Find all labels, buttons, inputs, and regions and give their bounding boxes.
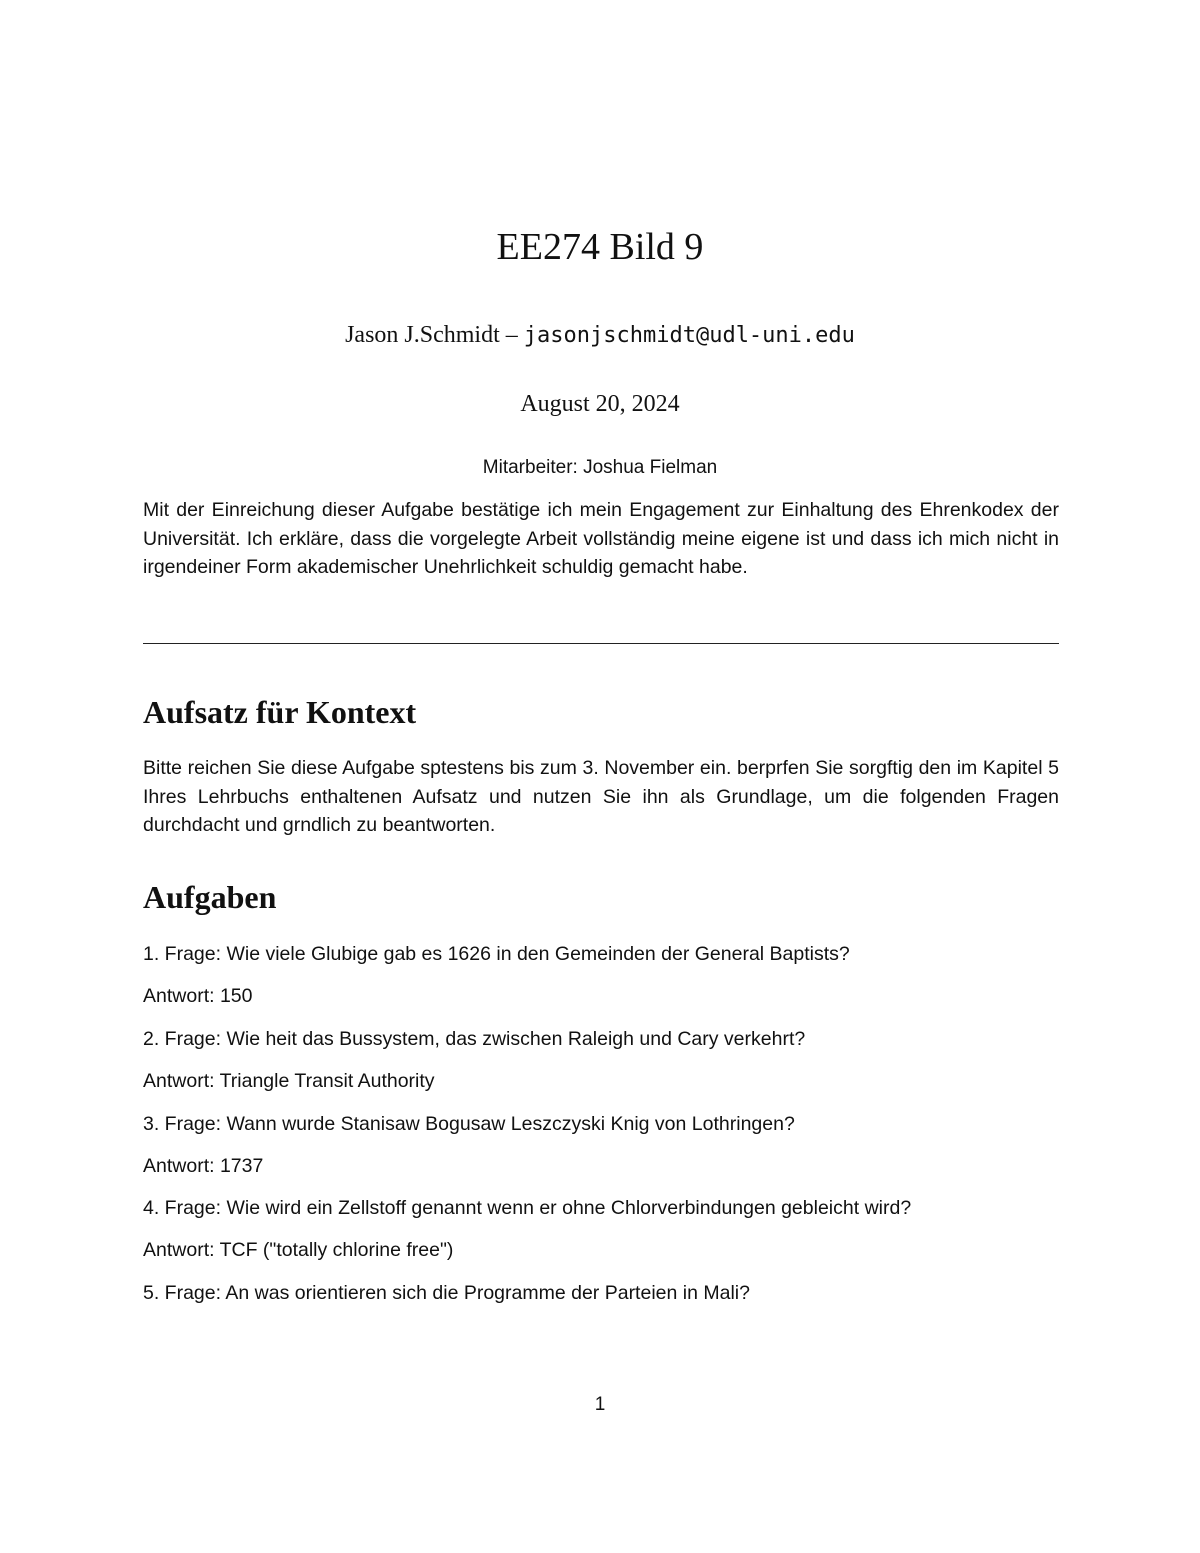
document-date: August 20, 2024 xyxy=(520,391,680,417)
question-3: 3. Frage: Wann wurde Stanisaw Bogusaw Leszczyski Knig von Lothringen? xyxy=(143,1113,795,1135)
author-email: jasonjschmidt@udl-uni.edu xyxy=(523,323,855,348)
context-heading: Aufsatz für Kontext xyxy=(143,694,417,730)
author-line xyxy=(0,320,1200,351)
tasks-heading: Aufgaben xyxy=(143,879,277,915)
answer-2: Antwort: Triangle Transit Authority xyxy=(143,1070,435,1092)
horizontal-rule xyxy=(143,643,1059,644)
collaborator-line: Mitarbeiter: Joshua Fielman xyxy=(482,457,718,478)
honor-statement: Mit der Einreichung dieser Aufgabe bestätige ich mein Engagement zur Einhaltung des Ehrenkodex der Universität. Ich erkläre, dass die vorgelegte Arbeit vollständig meine eigene ist und dass ich mich nicht in irgendeiner Form akademischer Unehrlichkeit schuldig gemacht habe. xyxy=(143,499,1059,578)
answer-3: Antwort: 1737 xyxy=(143,1155,264,1177)
author-separator: – xyxy=(499,322,524,348)
author-name: Jason J.Schmidt xyxy=(345,322,500,348)
answer-4: Antwort: TCF ("totally chlorine free") xyxy=(143,1239,454,1261)
question-4: 4. Frage: Wie wird ein Zellstoff genannt wenn er ohne Chlorverbindungen gebleicht wird? xyxy=(143,1197,912,1219)
question-5: 5. Frage: An was orientieren sich die Programme der Parteien in Mali? xyxy=(143,1282,750,1304)
context-paragraph: Bitte reichen Sie diese Aufgabe sptestens bis zum 3. November ein. berprfen Sie sorgftig den im Kapitel 5 Ihres Lehrbuchs enthaltenen Aufsatz und nutzen Sie ihn als Grundlage, um die folgenden Fragen durchdacht und grndlich zu beantworten. xyxy=(143,757,1059,836)
page-number: 1 xyxy=(594,1394,606,1415)
document-title: EE274 Bild 9 xyxy=(496,226,704,268)
answer-1: Antwort: 150 xyxy=(143,985,253,1007)
question-1: 1. Frage: Wie viele Glubige gab es 1626 in den Gemeinden der General Baptists? xyxy=(143,943,850,965)
question-2: 2. Frage: Wie heit das Bussystem, das zwischen Raleigh und Cary verkehrt? xyxy=(143,1028,806,1050)
